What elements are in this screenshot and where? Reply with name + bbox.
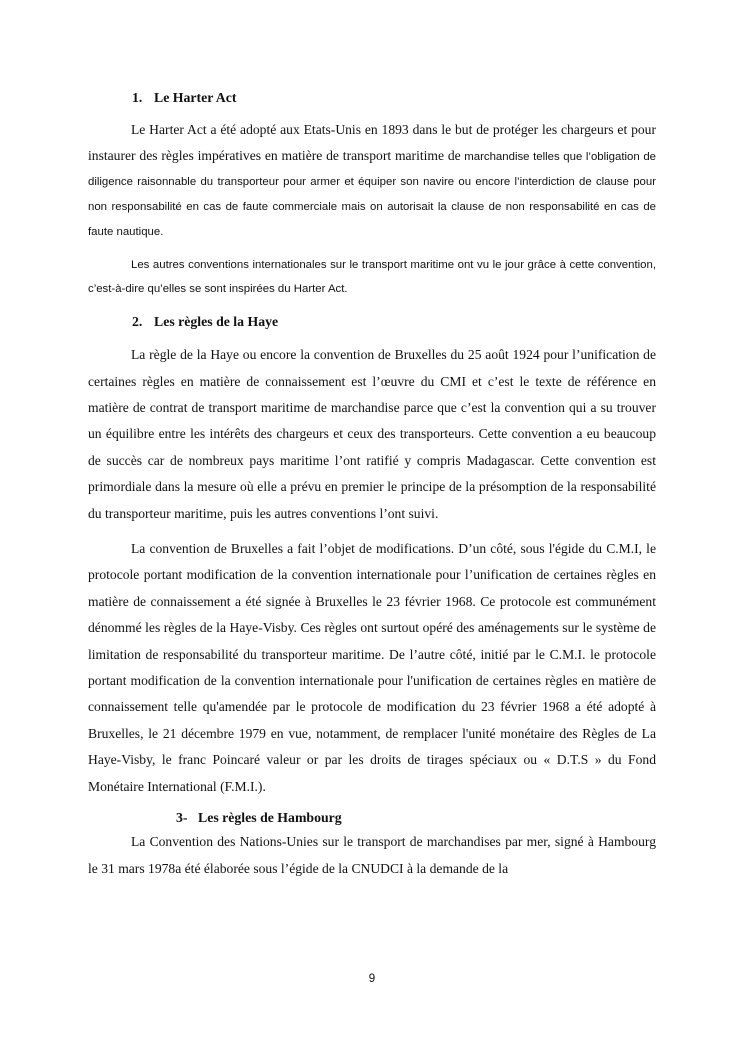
heading-number: 1. <box>132 90 143 105</box>
paragraph-convention-bruxelles: La convention de Bruxelles a fait l’objet de modifications. D’un côté, sous l'égide du C.M.I, le protocole portant modification de la convention internationale pour l’unification de certaines règles en matière de connaissement a été signée à Bruxelles le 23 février 1968. Ce protocole est communément dénommé les règles de la Haye-Visby. Ces règles ont surtout opéré des aménagements sur le système de limitation de responsabilité du transporteur maritime. De l’autre côté, initié par le C.M.I. le protocole portant modification de la convention internationale pour l'unification de certaines règles en matière de connaissement telle qu'amendée par le protocole de modification du 23 février 1968 a été adopté à Bruxelles, le 21 décembre 1979 en vue, notamment, de remplacer l'unité monétaire des Règles de La Haye-Visby, le franc Poincaré valeur or par les droits de tirages spéciaux ou « D.T.S » du Fond Monétaire International (F.M.I.). <box>88 541 656 794</box>
heading-harter-act <box>88 87 656 109</box>
paragraph-other-conventions: Les autres conventions internationales sur le transport maritime ont vu le jour grâce à cette convention, c’est-à-dire qu’elles se sont inspirées du Harter Act. <box>88 258 656 296</box>
heading-regles-haye <box>88 311 656 333</box>
paragraph-regle-haye: La règle de la Haye ou encore la convention de Bruxelles du 25 août 1924 pour l’unification de certaines règles en matière de connaissement est l’œuvre du CMI et c’est le texte de référence en matière de contrat de transport maritime de marchandise parce que c’est la convention qui a su trouver un équilibre entre les intérêts des chargeurs et ceux des transporteurs. Cette convention a eu beaucoup de succès car de nombreux pays maritime l’ont ratifié y compris Madagascar. Cette convention est primordiale dans la mesure où elle a prévu en premier le principe de la présomption de la responsabilité du transporteur maritime, puis les autres conventions l’ont suivi. <box>88 347 656 521</box>
page-number: 9 <box>368 973 376 985</box>
page-content <box>88 87 656 882</box>
heading-title: Le Harter Act <box>154 90 237 105</box>
paragraph-text-serif: Le Harter Act a été adopté aux Etats-Unis en 1893 dans le but de protéger les chargeurs et pour instaurer des règles impératives en matière de transport maritime de <box>88 122 656 164</box>
heading-regles-hambourg <box>88 807 656 829</box>
heading-number: 3- <box>176 810 188 826</box>
heading-title: Les règles de Hambourg <box>198 810 342 826</box>
paragraph-harter-act <box>88 117 656 245</box>
paragraph-text-sans: marchandise telles que l’obligation de diligence raisonnable du transporteur pour armer et équiper son navire ou encore l’interdiction de clause pour non responsabilité en cas de faute commerciale mais on autorisait la clause de non responsabilité en cas de faute nautique. <box>88 151 656 238</box>
heading-number: 2. <box>132 314 143 330</box>
paragraph-regles-hambourg: La Convention des Nations-Unies sur le transport de marchandises par mer, signé à Hambourg le 31 mars 1978a été élaborée sous l’égide de la CNUDCI à la demande de la <box>88 834 656 876</box>
heading-title: Les règles de la Haye <box>154 314 279 330</box>
